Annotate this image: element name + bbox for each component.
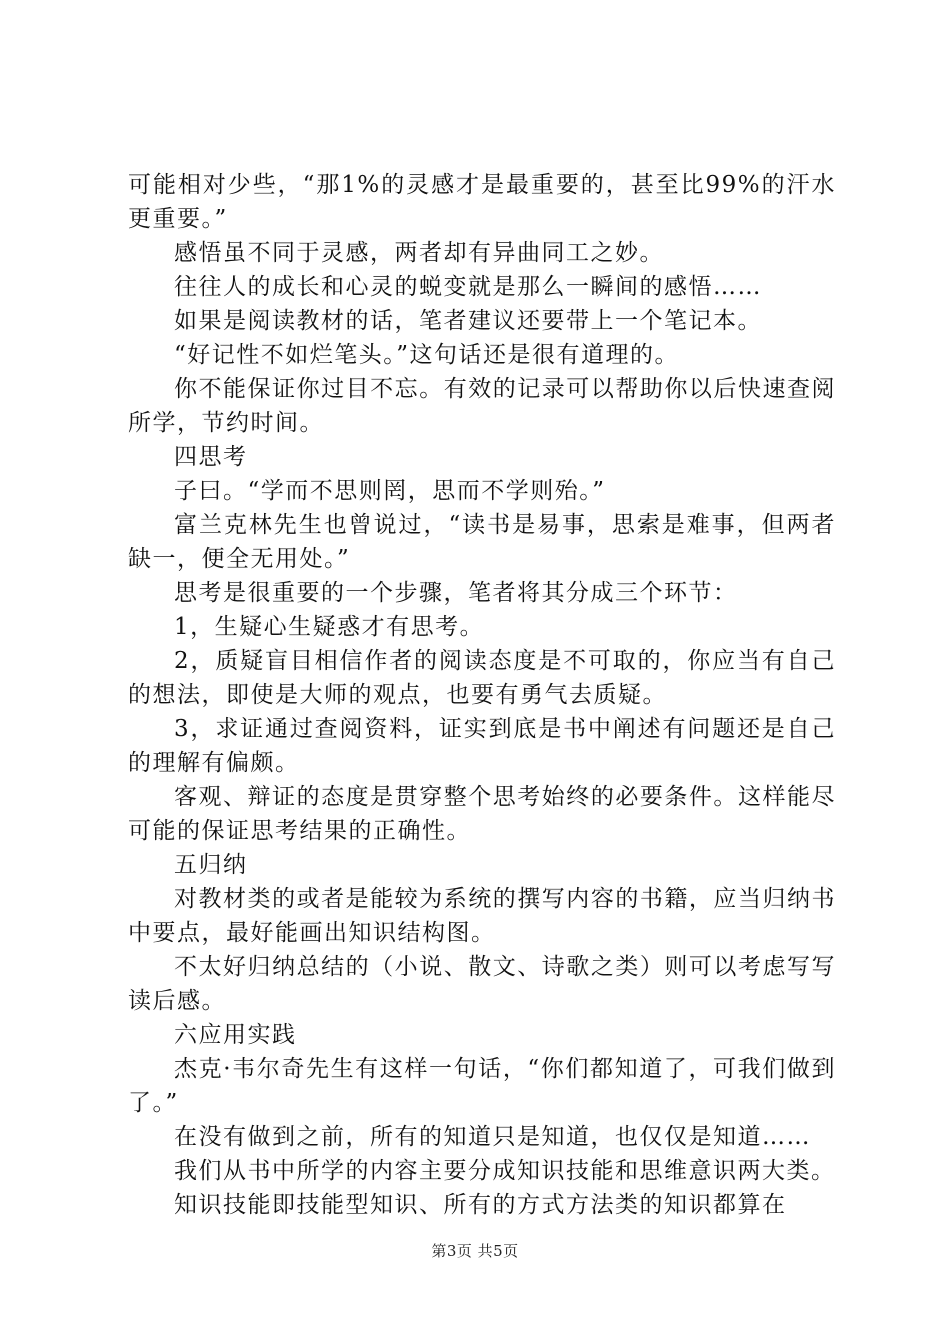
paragraph: 子曰。“学而不思则罔，思而不学则殆。” (174, 478, 606, 504)
paragraph: 知识技能即技能型知识、所有的方式方法类的知识都算在 (174, 1192, 787, 1218)
paragraph: 感悟虽不同于灵感，两者却有异曲同工之妙。 (174, 240, 664, 266)
paragraph: “好记性不如烂笔头。”这句话还是很有道理的。 (174, 342, 680, 368)
paragraph: 如果是阅读教材的话，笔者建议还要带上一个笔记本。 (174, 308, 762, 334)
paragraph: 你不能保证你过目不忘。有效的记录可以帮助你以后快速查阅所学，节约时间。 (128, 376, 836, 436)
paragraph: 对教材类的或者是能较为系统的撰写内容的书籍，应当归纳书中要点，最好能画出知识结构图。 (128, 886, 836, 946)
section-heading: 五归纳 (174, 852, 248, 878)
section-heading: 四思考 (174, 444, 248, 470)
page-footer: 第3页 共5页 (431, 1242, 519, 1260)
paragraph: 往往人的成长和心灵的蜕变就是那么一瞬间的感悟…… (174, 274, 762, 300)
paragraph: 客观、辩证的态度是贯穿整个思考始终的必要条件。这样能尽可能的保证思考结果的正确性。 (128, 784, 836, 844)
paragraph: 我们从书中所学的内容主要分成知识技能和思维意识两大类。 (174, 1158, 836, 1184)
list-item: 3，求证通过查阅资料，证实到底是书中阐述有问题还是自己的理解有偏颇。 (128, 716, 836, 776)
paragraph: 思考是很重要的一个步骤，笔者将其分成三个环节： (174, 580, 738, 606)
paragraph: 杰克·韦尔奇先生有这样一句话，“你们都知道了，可我们做到了。” (128, 1056, 836, 1116)
paragraph: 富兰克林先生也曾说过，“读书是易事，思索是难事，但两者缺一，便全无用处。” (128, 512, 836, 572)
list-item: 2，质疑盲目相信作者的阅读态度是不可取的，你应当有自己的想法，即使是大师的观点，也要有勇气去质疑。 (128, 648, 836, 708)
list-item: 1，生疑心生疑惑才有思考。 (174, 614, 485, 640)
section-heading: 六应用实践 (174, 1022, 297, 1048)
paragraph: 在没有做到之前，所有的知道只是知道，也仅仅是知道…… (174, 1124, 811, 1150)
paragraph: 可能相对少些，“那1%的灵感才是最重要的，甚至比99%的汗水更重要。” (128, 172, 836, 232)
body-text (128, 168, 836, 1222)
paragraph: 不太好归纳总结的（小说、散文、诗歌之类）则可以考虑写写读后感。 (128, 954, 836, 1014)
